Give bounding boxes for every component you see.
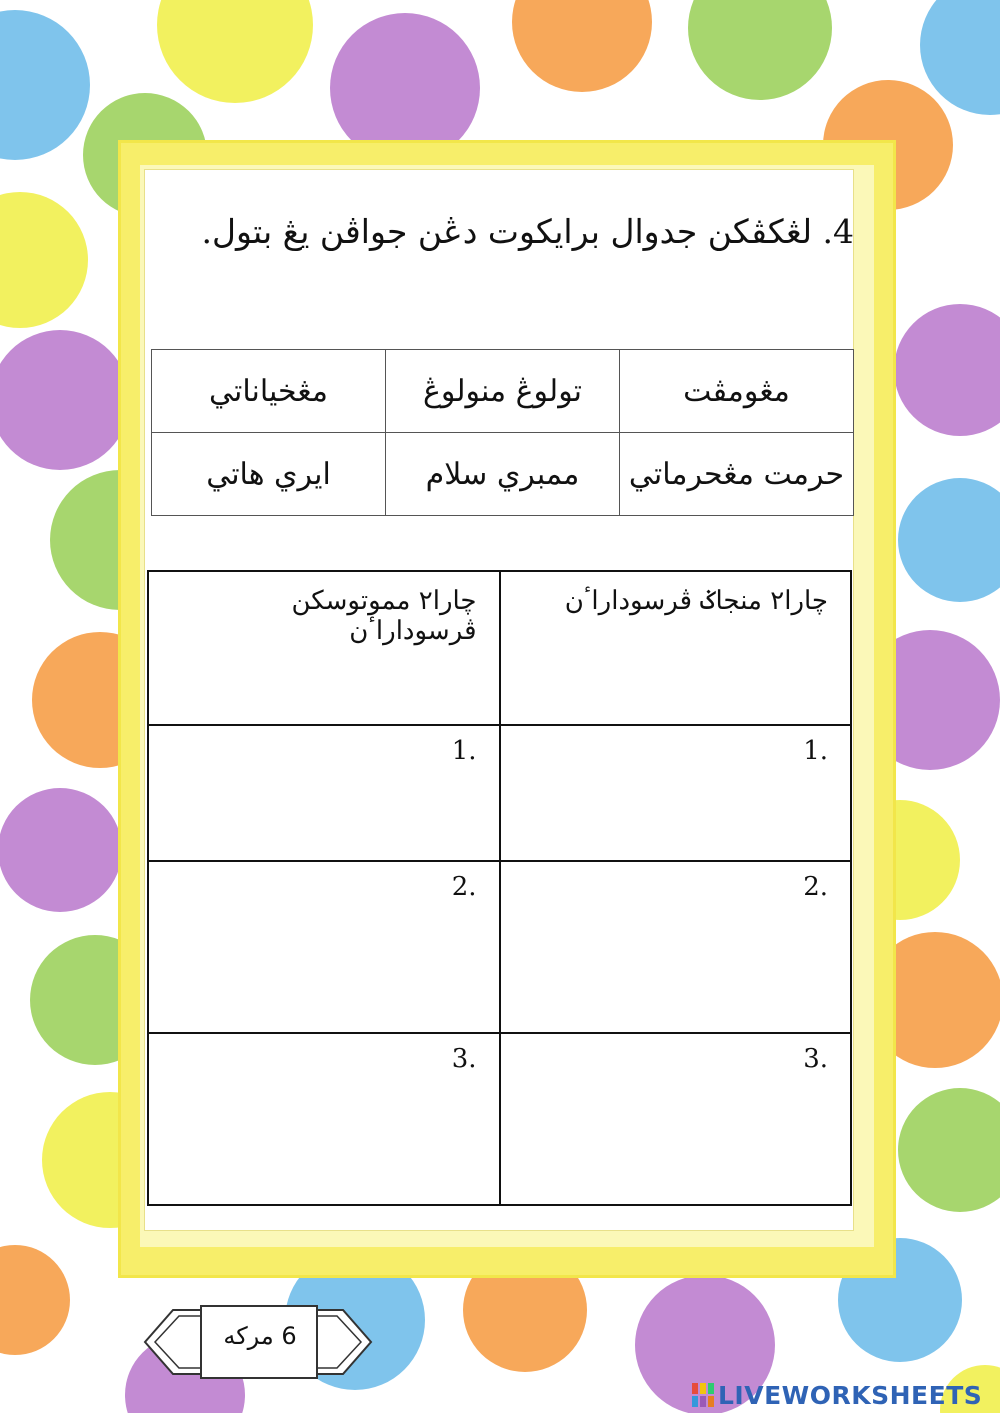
column-header-maintain: چارا٢ منجاݢ ڤرسوداراٴن bbox=[500, 571, 852, 725]
word-bank-table bbox=[151, 349, 854, 516]
column-header-break: چارا٢ مموتوسكن ڤرسوداراٴن bbox=[148, 571, 500, 725]
word-bank-cell[interactable]: تولوڠ منولوڠ bbox=[386, 350, 620, 433]
answer-drop-cell[interactable]: .2 bbox=[148, 861, 500, 1033]
word-bank-cell[interactable]: ممبري سلام bbox=[386, 433, 620, 516]
word-bank-cell[interactable]: حرمت مڠحرماتي bbox=[620, 433, 854, 516]
instruction-text: 4. لڠكڤكن جدوال برايكوت دڠن جواڤن يڠ بتول. bbox=[201, 212, 854, 251]
answer-drop-cell[interactable]: .2 bbox=[500, 861, 852, 1033]
liveworksheets-logo-icon bbox=[692, 1383, 714, 1407]
answer-table-header-row bbox=[148, 571, 851, 725]
marks-label: 6 مركه bbox=[223, 1322, 297, 1350]
answer-table bbox=[147, 570, 852, 1206]
word-bank-cell[interactable]: مڠومڤت bbox=[620, 350, 854, 433]
answer-row bbox=[148, 1033, 851, 1205]
word-bank-cell[interactable]: ايري هاتي bbox=[152, 433, 386, 516]
answer-row bbox=[148, 725, 851, 861]
answer-drop-cell[interactable]: .3 bbox=[500, 1033, 852, 1205]
answer-drop-cell[interactable]: .1 bbox=[148, 725, 500, 861]
brand-name: LIVEWORKSHEETS bbox=[718, 1380, 983, 1410]
liveworksheets-brand bbox=[692, 1381, 982, 1409]
answer-row bbox=[148, 861, 851, 1033]
word-bank-row bbox=[152, 433, 854, 516]
word-bank-row bbox=[152, 350, 854, 433]
answer-drop-cell[interactable]: .1 bbox=[500, 725, 852, 861]
answer-drop-cell[interactable]: .3 bbox=[148, 1033, 500, 1205]
word-bank-cell[interactable]: مڠخياناتي bbox=[152, 350, 386, 433]
